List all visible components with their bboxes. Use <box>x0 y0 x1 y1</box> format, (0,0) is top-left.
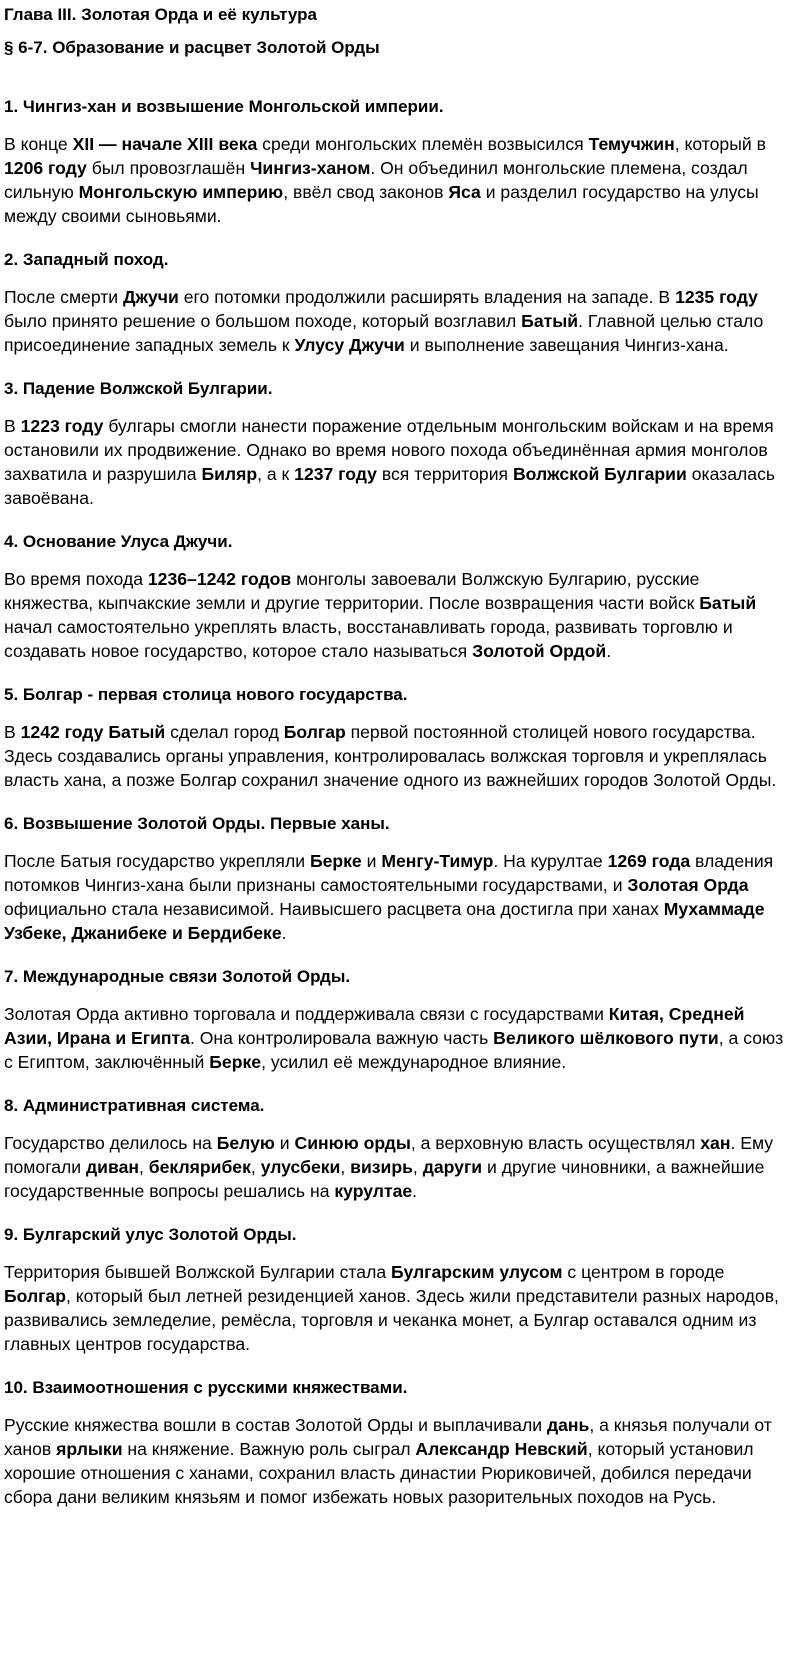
text-run: , а к <box>257 464 295 484</box>
bold-term: даруги <box>422 1157 483 1177</box>
text-run: Территория бывшей Волжской Булгарии стала <box>4 1262 392 1282</box>
bold-term: Мухаммаде Узбеке, Джанибеке и Бердибеке <box>4 899 765 943</box>
section-6 <box>4 813 792 945</box>
text-run: , <box>412 1157 423 1177</box>
section-body <box>4 414 792 510</box>
text-run: и <box>274 1133 295 1153</box>
bold-term: Болгар <box>4 1286 66 1306</box>
bold-term: 1235 году <box>675 287 758 307</box>
bold-term: Синюю орды <box>294 1133 411 1153</box>
paragraph-title: § 6-7. Образование и расцвет Золотой Орды <box>4 38 380 57</box>
section-body <box>4 849 792 945</box>
bold-term: Батый <box>521 311 579 331</box>
text-run: его потомки продолжили расширять владения на западе. В <box>178 287 676 307</box>
text-run: было принято решение о большом походе, который возглавил <box>4 311 522 331</box>
bold-term: 1206 году <box>4 158 87 178</box>
bold-term: Чингиз-ханом <box>250 158 371 178</box>
text-run: и другие чиновники, а важнейшие государственные вопросы решались на <box>4 1157 765 1201</box>
text-run: , усилил её международное влияние. <box>261 1052 567 1072</box>
text-run: , а верховную власть осуществлял <box>410 1133 701 1153</box>
text-run: , ввёл свод законов <box>283 182 449 202</box>
bold-term: 1242 году Батый <box>20 722 166 742</box>
bold-term: 1237 году <box>294 464 377 484</box>
text-run: оказалась завоёвана. <box>4 464 776 508</box>
text-run: . <box>281 923 287 943</box>
section-body <box>4 567 792 663</box>
bold-term: дань <box>546 1415 590 1435</box>
bold-term: ярлыки <box>56 1439 123 1459</box>
text-run: и разделил государство на улусы между своими сыновьями. <box>4 182 759 226</box>
section-2 <box>4 249 792 357</box>
section-3 <box>4 378 792 510</box>
bold-term: Яса <box>448 182 481 202</box>
section-heading: 8. Административная система. <box>4 1096 265 1115</box>
bold-term: Белую <box>216 1133 275 1153</box>
bold-term: Улусу Джучи <box>294 335 405 355</box>
bold-term: Берке <box>309 851 362 871</box>
chapter-title: Глава III. Золотая Орда и её культура <box>4 5 317 24</box>
text-run: и выполнение завещания Чингиз-хана. <box>404 335 729 355</box>
bold-term: Темучжин <box>588 134 675 154</box>
section-heading: 10. Взаимоотношения с русскими княжествами. <box>4 1378 408 1397</box>
text-run: среди монгольских племён возвысился <box>257 134 589 154</box>
bold-term: курултае <box>334 1181 413 1201</box>
section-body <box>4 720 792 792</box>
section-body <box>4 1131 792 1203</box>
text-run: . <box>412 1181 418 1201</box>
section-heading: 4. Основание Улуса Джучи. <box>4 532 233 551</box>
section-7 <box>4 966 792 1074</box>
text-run: После смерти <box>4 287 124 307</box>
text-run: , который был летней резиденцией ханов. Здесь жили представители разных народов, развивались земледелие, ремёсла, торговля и чеканка монет, а Булгар оставался одним из главных центров государства. <box>4 1286 779 1354</box>
bold-term: Золотая Орда <box>627 875 749 895</box>
text-run: первой постоянной столицей нового государства. Здесь создавались органы управления, контролировалась волжская торговля и укреплялась власть хана, а позже Болгар сохранил значение одного из важнейших городов Золотой Орды. <box>4 722 777 790</box>
text-run: , а князья получали от ханов <box>4 1415 772 1459</box>
text-run: . Ему помогали <box>4 1133 774 1177</box>
bold-term: Берке <box>209 1052 262 1072</box>
bold-term: хан <box>700 1133 731 1153</box>
section-body <box>4 132 792 228</box>
bold-term: Менгу-Тимур <box>381 851 494 871</box>
bold-term: Волжской Булгарии <box>512 464 687 484</box>
bold-term: Золотой Ордой <box>472 641 607 661</box>
bold-term: Джучи <box>123 287 179 307</box>
sections-container <box>4 96 792 1509</box>
text-run: монголы завоевали Волжскую Булгарию, русские княжества, кыпчакские земли и другие территории. После возвращения части войск <box>4 569 700 613</box>
section-9 <box>4 1224 792 1356</box>
text-run: . <box>606 641 612 661</box>
text-run: В конце <box>4 134 73 154</box>
text-run: Государство делилось на <box>4 1133 217 1153</box>
section-1 <box>4 96 792 228</box>
section-8 <box>4 1095 792 1203</box>
text-run: В <box>4 722 21 742</box>
text-run: . Она контролировала важную часть <box>189 1028 494 1048</box>
text-run: сделал город <box>165 722 284 742</box>
section-heading: 7. Международные связи Золотой Орды. <box>4 967 351 986</box>
section-heading: 9. Булгарский улус Золотой Орды. <box>4 1225 297 1244</box>
section-4 <box>4 531 792 663</box>
text-run: начал самостоятельно укреплять власть, восстанавливать города, развивать торговлю и создавать новое государство, которое стало называться <box>4 617 733 661</box>
bold-term: 1223 году <box>20 416 104 436</box>
text-run: вся территория <box>376 464 513 484</box>
bold-term: 1236–1242 годов <box>147 569 292 589</box>
bold-term: Великого шёлкового пути <box>493 1028 719 1048</box>
bold-term: Болгар <box>283 722 346 742</box>
bold-term: визирь <box>350 1157 413 1177</box>
text-run: После Батыя государство укрепляли <box>4 851 310 871</box>
bold-term: улусбеки <box>260 1157 341 1177</box>
bold-term: Александр Невский <box>415 1439 588 1459</box>
text-run: владения потомков Чингиз-хана были признаны самостоятельными государствами, и <box>4 851 774 895</box>
text-run: , который в <box>674 134 766 154</box>
section-heading: 6. Возвышение Золотой Орды. Первые ханы. <box>4 814 390 833</box>
text-run: . Он объединил монгольские племена, создал сильную <box>4 158 748 202</box>
text-run: булгары смогли нанести поражение отдельным монгольским войскам и на время остановили их продвижение. Однако во время нового похода объединённая армия монголов захватила и разрушила <box>4 416 774 484</box>
text-run: на княжение. Важную роль сыграл <box>122 1439 416 1459</box>
text-run: , который установил хорошие отношения с ханами, сохранил власть династии Рюриковичей, добился передачи сбора дани великим князьям и помог избежать новых разорительных походов на Русь. <box>4 1439 754 1507</box>
text-run: , <box>340 1157 351 1177</box>
bold-term: диван <box>86 1157 139 1177</box>
text-run: Золотая Орда активно торговала и поддерживала связи с государствами <box>4 1004 609 1024</box>
section-10 <box>4 1377 792 1509</box>
section-body <box>4 1002 792 1074</box>
bold-term: XII — начале XIII века <box>72 134 258 154</box>
bold-term: Булгарским улусом <box>391 1262 563 1282</box>
bold-term: Биляр <box>201 464 258 484</box>
text-run: был провозглашён <box>86 158 251 178</box>
section-heading: 3. Падение Волжской Булгарии. <box>4 379 273 398</box>
section-heading: 1. Чингиз-хан и возвышение Монгольской империи. <box>4 97 444 116</box>
bold-term: Китая, Средней Азии, Ирана и Египта <box>4 1004 745 1048</box>
section-heading: 5. Болгар - первая столица нового государства. <box>4 685 408 704</box>
text-run: , <box>138 1157 149 1177</box>
bold-term: Батый <box>699 593 757 613</box>
bold-term: Монгольскую империю <box>78 182 284 202</box>
text-run: Русские княжества вошли в состав Золотой Орды и выплачивали <box>4 1415 547 1435</box>
text-run: с центром в городе <box>562 1262 725 1282</box>
section-heading: 2. Западный поход. <box>4 250 169 269</box>
text-run: , а союз с Египтом, заключённый <box>4 1028 784 1072</box>
text-run: . На курултае <box>493 851 608 871</box>
bold-term: 1269 года <box>607 851 691 871</box>
text-run: Во время похода <box>4 569 148 589</box>
text-run: и <box>361 851 382 871</box>
text-run: официально стала независимой. Наивысшего расцвета она достигла при ханах <box>4 899 664 919</box>
text-run: . Главной целью стало присоединение западных земель к <box>4 311 764 355</box>
section-body <box>4 285 792 357</box>
section-5 <box>4 684 792 792</box>
text-run: В <box>4 416 21 436</box>
section-body <box>4 1260 792 1356</box>
section-body <box>4 1413 792 1509</box>
text-run: , <box>250 1157 261 1177</box>
bold-term: беклярибек <box>148 1157 251 1177</box>
